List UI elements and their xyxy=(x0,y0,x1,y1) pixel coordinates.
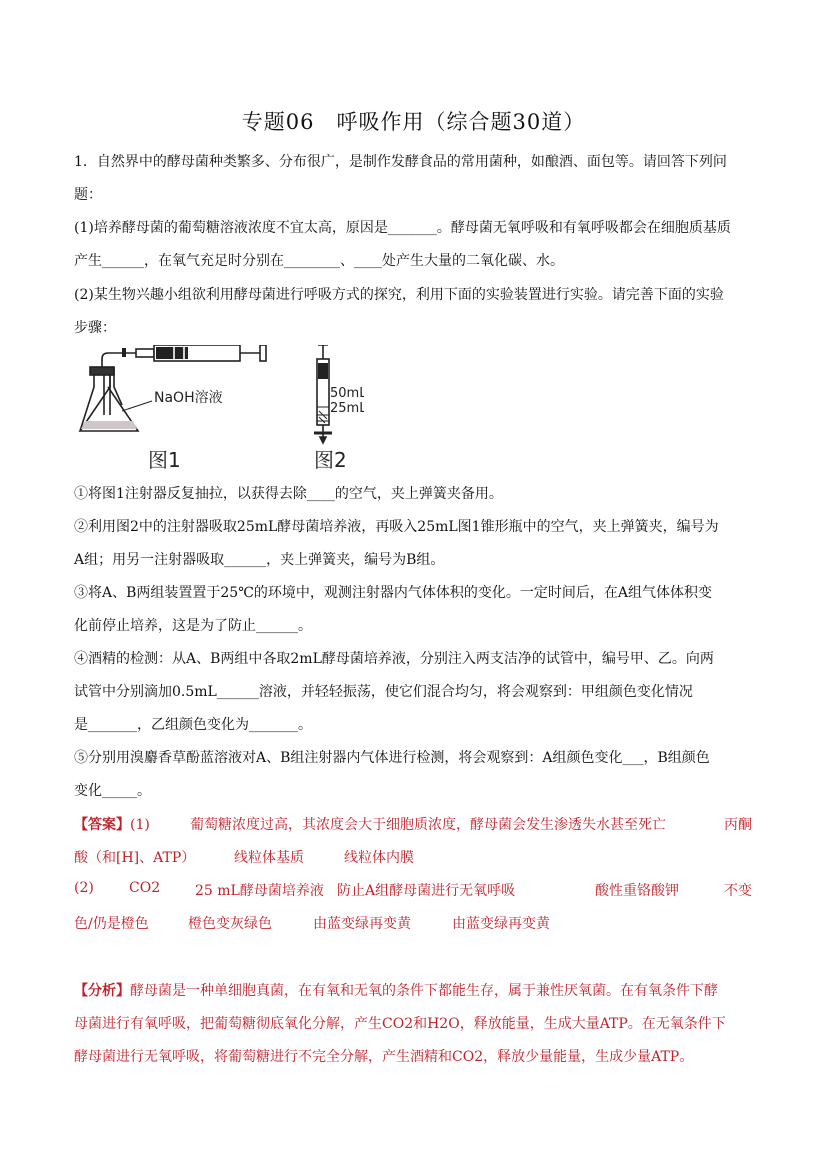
answer-item: 橙色变灰绿色 xyxy=(188,916,272,932)
answer-item: 不变 xyxy=(724,883,752,899)
flask-apparatus xyxy=(80,345,266,431)
answer-row-2 xyxy=(74,847,756,867)
question-intro-line-2: 题： xyxy=(74,187,102,203)
step-4-line-1: ④酒精的检测：从A、B两组中各取2mL酵母菌培养液，分别注入两支洁净的试管中，编号甲、乙。向两 xyxy=(74,651,714,667)
analysis-line-3: 酵母菌进行无氧呼吸，将葡萄糖进行不完全分解，产生酒精和CO2，释放少量能量，生成少量ATP。 xyxy=(74,1049,694,1065)
fig1-label: 图1 xyxy=(148,448,181,472)
answer-item: 线粒体基质 xyxy=(234,850,304,866)
analysis-line-2: 母菌进行有氧呼吸，把葡萄糖彻底氧化分解，产生CO2和H2O，释放能量，生成大量ATP。在无氧条件下 xyxy=(74,1016,726,1032)
volume-25ml-label: 25mL xyxy=(330,401,364,416)
answer-item: 由蓝变绿再变黄 xyxy=(313,916,411,932)
step-3-line-1: ③将A、B两组装置置于25℃的环境中，观测注射器内气体体积的变化。一定时间后，在A组气体体积变 xyxy=(74,585,712,601)
step-5-line-2: 变化_____。 xyxy=(74,783,151,799)
answer-tag: 【答案】 xyxy=(74,817,130,833)
step-4-line-2: 试管中分别滴加0.5mL______溶液，并轻轻振荡，使它们混合均匀，将会观察到：甲组颜色变化情况 xyxy=(74,684,693,700)
page-title: 专题06 呼吸作用（综合题30道） xyxy=(241,110,586,134)
answer-item: 防止A组酵母菌进行无氧呼吸 xyxy=(337,883,516,899)
analysis-tag: 【分析】 xyxy=(74,983,130,999)
step-5-line-1: ⑤分别用溴麝香草酚蓝溶液对A、B组注射器内气体进行检测，将会观察到：A组颜色变化___，B组颜色 xyxy=(74,750,710,766)
answer-item: 酸性重铬酸钾 xyxy=(595,883,679,899)
answer-item: CO2 xyxy=(129,880,161,896)
answer-item: 线粒体内膜 xyxy=(344,850,414,866)
answer-row-3 xyxy=(74,880,756,899)
answer-item: 酸（和[H]、ATP） xyxy=(74,850,196,866)
question-part1-line-2: 产生______，在氧气充足时分别在________、____处产生大量的二氧化碳、水。 xyxy=(74,253,564,269)
analysis-text: 酵母菌是一种单细胞真菌，在有氧和无氧的条件下都能生存，属于兼性厌氧菌。在有氧条件下酵 xyxy=(130,983,718,999)
answer-item: 丙酮 xyxy=(724,817,752,833)
answer-item: 由蓝变绿再变黄 xyxy=(452,916,550,932)
question-part1-line-1: (1)培养酵母菌的葡萄糖溶液浓度不宜太高，原因是_______。酵母菌无氧呼吸和有氧呼吸都会在细胞质基质 xyxy=(74,220,731,236)
step-2-line-2: A组；用另一注射器吸取______，夹上弹簧夹，编号为B组。 xyxy=(74,552,445,568)
apparatus-figure xyxy=(74,345,364,475)
step-3-line-2: 化前停止培养，这是为了防止______。 xyxy=(74,618,312,634)
answer-item: 25 mL酵母菌培养液 xyxy=(195,883,324,899)
step-1: ①将图1注射器反复抽拉，以获得去除____的空气，夹上弹簧夹备用。 xyxy=(74,486,503,502)
answer-item: (2) xyxy=(74,880,94,896)
step-2-line-1: ②利用图2中的注射器吸取25mL酵母菌培养液，再吸入25mL图1锥形瓶中的空气，夹上弹簧夹，编号为 xyxy=(74,519,719,535)
apparatus-drawing xyxy=(74,345,364,475)
answer-row-4 xyxy=(74,913,756,933)
answer-item: (1) xyxy=(130,817,150,833)
answer-item: 色/仍是橙色 xyxy=(74,916,149,932)
answer-row-1 xyxy=(74,814,756,834)
step-4-line-3: 是_______，乙组颜色变化为_______。 xyxy=(74,717,312,733)
volume-50ml-label: 50mL xyxy=(330,386,364,401)
question-part2-line-2: 步骤： xyxy=(74,320,116,336)
fig2-label: 图2 xyxy=(314,448,347,472)
question-intro-line-1: 1．自然界中的酵母菌种类繁多、分布很广，是制作发酵食品的常用菌种，如酿酒、面包等。请回答下列问 xyxy=(74,154,727,170)
naoh-label: NaOH溶液 xyxy=(154,390,223,406)
answer-item: 葡萄糖浓度过高，其浓度会大于细胞质浓度，酵母菌会发生渗透失水甚至死亡 xyxy=(190,817,666,833)
question-part2-line-1: (2)某生物兴趣小组欲利用酵母菌进行呼吸方式的探究，利用下面的实验装置进行实验。请完善下面的实验 xyxy=(74,287,724,303)
analysis-line-1 xyxy=(74,980,756,1000)
